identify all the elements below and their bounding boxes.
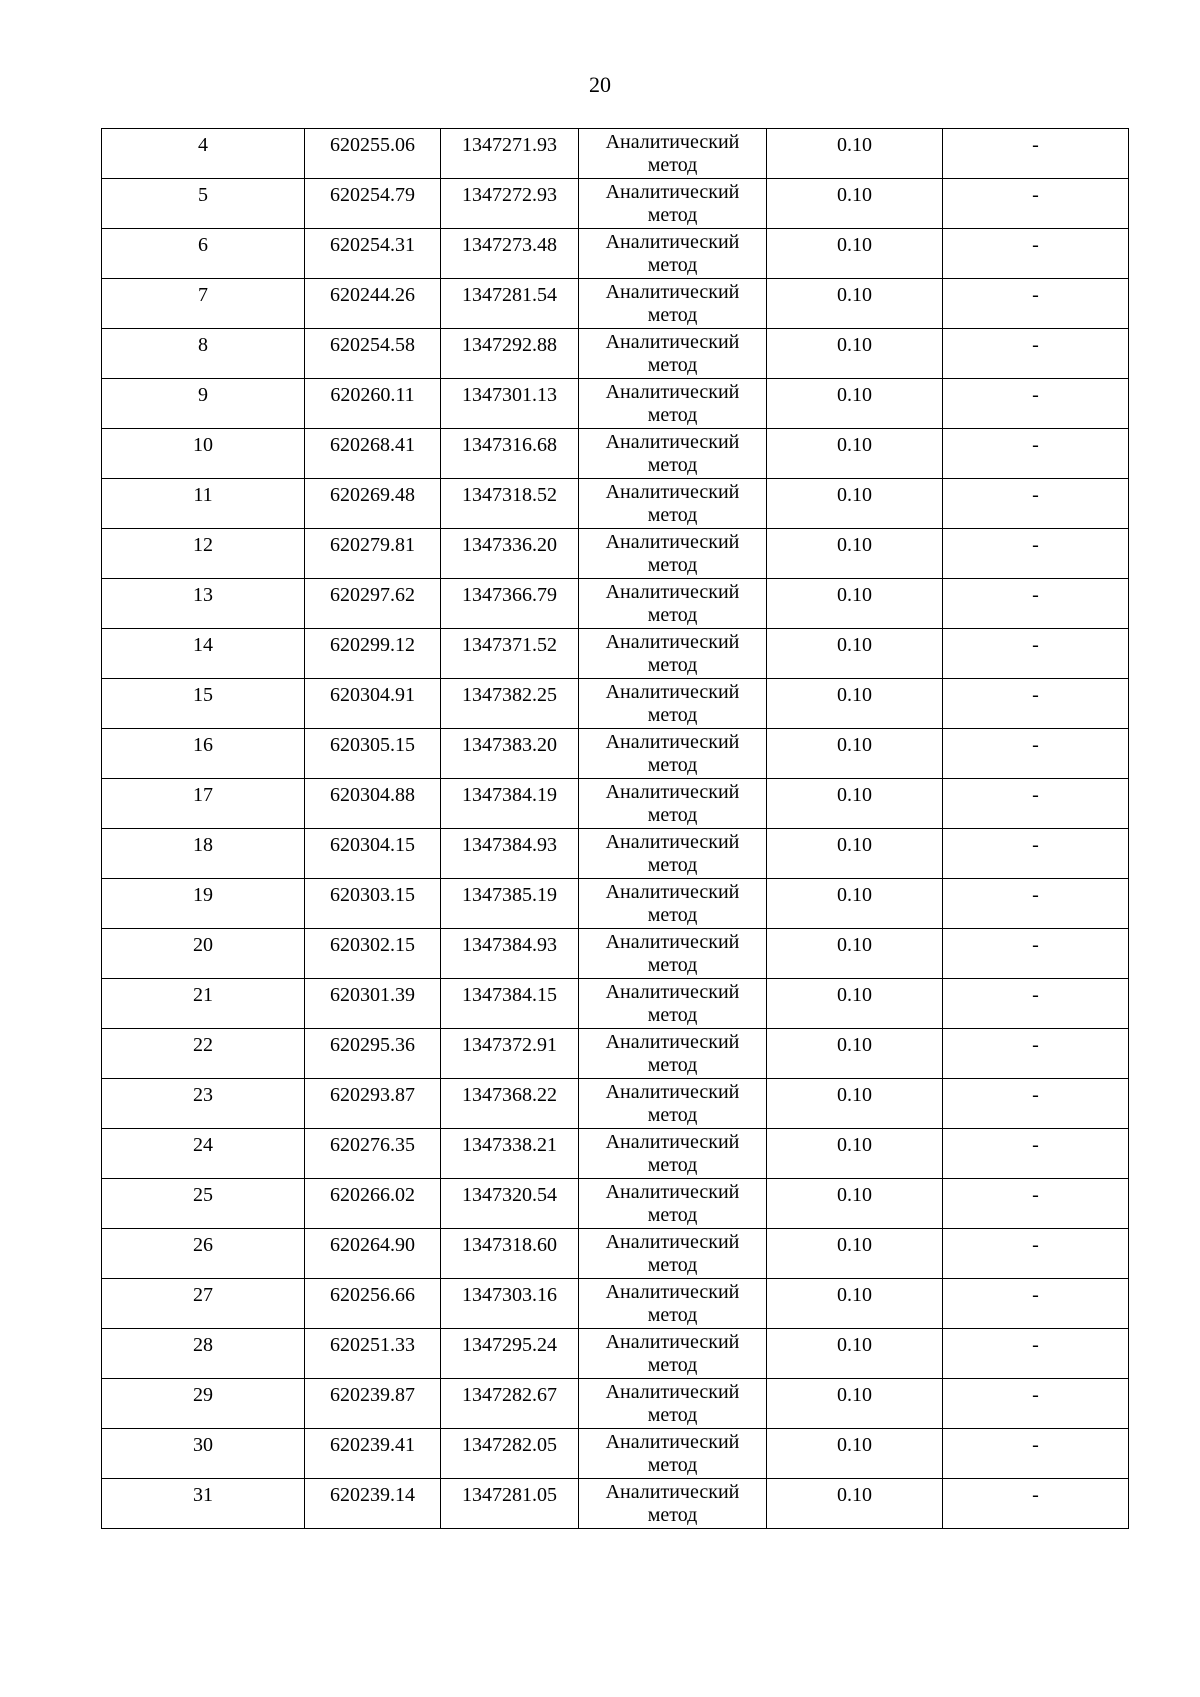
table-row (102, 1479, 1129, 1529)
point-number-cell: 30 (102, 1429, 305, 1479)
note-cell: - (943, 1179, 1129, 1229)
point-number-cell: 21 (102, 979, 305, 1029)
note-cell: - (943, 429, 1129, 479)
table-row (102, 529, 1129, 579)
method-cell (579, 529, 767, 579)
accuracy-cell: 0.10 (767, 979, 943, 1029)
table-row (102, 629, 1129, 679)
coordinate-x-cell: 620304.91 (305, 679, 441, 729)
accuracy-cell: 0.10 (767, 1329, 943, 1379)
note-cell: - (943, 1279, 1129, 1329)
note-cell: - (943, 729, 1129, 779)
method-text-line: Аналитический (605, 281, 740, 303)
coordinate-y-cell: 1347303.16 (441, 1279, 579, 1329)
table-row (102, 1229, 1129, 1279)
note-cell: - (943, 1229, 1129, 1279)
point-number-cell: 5 (102, 179, 305, 229)
accuracy-cell: 0.10 (767, 479, 943, 529)
method-cell (579, 279, 767, 329)
method-cell (579, 1029, 767, 1079)
coordinate-y-cell: 1347384.93 (441, 929, 579, 979)
accuracy-cell: 0.10 (767, 279, 943, 329)
method-text-line: метод (647, 954, 698, 976)
coordinate-y-cell: 1347320.54 (441, 1179, 579, 1229)
method-cell (579, 229, 767, 279)
accuracy-cell: 0.10 (767, 729, 943, 779)
coordinate-y-cell: 1347316.68 (441, 429, 579, 479)
point-number-cell: 17 (102, 779, 305, 829)
note-cell: - (943, 1029, 1129, 1079)
point-number-cell: 12 (102, 529, 305, 579)
method-text-line: метод (647, 454, 698, 476)
point-number-cell: 11 (102, 479, 305, 529)
coordinate-y-cell: 1347292.88 (441, 329, 579, 379)
accuracy-cell: 0.10 (767, 829, 943, 879)
method-cell (579, 379, 767, 429)
accuracy-cell: 0.10 (767, 1029, 943, 1079)
method-text-line: Аналитический (605, 1181, 740, 1203)
method-text-line: метод (647, 1504, 698, 1526)
accuracy-cell: 0.10 (767, 529, 943, 579)
accuracy-cell: 0.10 (767, 929, 943, 979)
coordinate-y-cell: 1347371.52 (441, 629, 579, 679)
method-cell (579, 1079, 767, 1129)
coordinate-x-cell: 620239.14 (305, 1479, 441, 1529)
coordinate-y-cell: 1347384.93 (441, 829, 579, 879)
point-number-cell: 20 (102, 929, 305, 979)
note-cell: - (943, 1379, 1129, 1429)
coordinate-y-cell: 1347318.52 (441, 479, 579, 529)
note-cell: - (943, 329, 1129, 379)
point-number-cell: 19 (102, 879, 305, 929)
table-row (102, 1429, 1129, 1479)
method-text-line: метод (647, 604, 698, 626)
method-text-line: Аналитический (605, 1231, 740, 1253)
point-number-cell: 9 (102, 379, 305, 429)
method-cell (579, 629, 767, 679)
accuracy-cell: 0.10 (767, 1479, 943, 1529)
point-number-cell: 13 (102, 579, 305, 629)
method-text-line: Аналитический (605, 431, 740, 453)
table-row (102, 1179, 1129, 1229)
method-cell (579, 1329, 767, 1379)
note-cell: - (943, 979, 1129, 1029)
coordinate-y-cell: 1347282.05 (441, 1429, 579, 1479)
method-cell (579, 1179, 767, 1229)
method-text-line: Аналитический (605, 331, 740, 353)
coordinate-y-cell: 1347295.24 (441, 1329, 579, 1379)
method-cell (579, 679, 767, 729)
coordinate-x-cell: 620255.06 (305, 129, 441, 179)
method-cell (579, 329, 767, 379)
accuracy-cell: 0.10 (767, 229, 943, 279)
coordinate-x-cell: 620239.87 (305, 1379, 441, 1429)
point-number-cell: 18 (102, 829, 305, 879)
method-text-line: метод (647, 304, 698, 326)
method-text-line: метод (647, 1254, 698, 1276)
method-text-line: метод (647, 554, 698, 576)
note-cell: - (943, 679, 1129, 729)
coordinate-x-cell: 620301.39 (305, 979, 441, 1029)
method-text-line: метод (647, 404, 698, 426)
coordinate-y-cell: 1347384.15 (441, 979, 579, 1029)
method-text-line: Аналитический (605, 931, 740, 953)
accuracy-cell: 0.10 (767, 1279, 943, 1329)
note-cell: - (943, 579, 1129, 629)
method-text-line: Аналитический (605, 1431, 740, 1453)
coordinate-y-cell: 1347338.21 (441, 1129, 579, 1179)
note-cell: - (943, 179, 1129, 229)
coordinate-x-cell: 620305.15 (305, 729, 441, 779)
coordinate-x-cell: 620260.11 (305, 379, 441, 429)
coordinate-y-cell: 1347272.93 (441, 179, 579, 229)
method-cell (579, 979, 767, 1029)
method-cell (579, 179, 767, 229)
method-text-line: метод (647, 154, 698, 176)
point-number-cell: 10 (102, 429, 305, 479)
method-cell (579, 429, 767, 479)
method-text-line: метод (647, 1204, 698, 1226)
coordinate-y-cell: 1347282.67 (441, 1379, 579, 1429)
method-text-line: Аналитический (605, 531, 740, 553)
method-text-line: Аналитический (605, 381, 740, 403)
coordinate-y-cell: 1347385.19 (441, 879, 579, 929)
method-text-line: метод (647, 1004, 698, 1026)
method-cell (579, 479, 767, 529)
method-cell (579, 1129, 767, 1179)
coordinate-y-cell: 1347281.05 (441, 1479, 579, 1529)
coordinate-x-cell: 620266.02 (305, 1179, 441, 1229)
table-row (102, 1329, 1129, 1379)
method-text-line: Аналитический (605, 1281, 740, 1303)
method-text-line: метод (647, 354, 698, 376)
coordinate-x-cell: 620293.87 (305, 1079, 441, 1129)
method-cell (579, 1429, 767, 1479)
note-cell: - (943, 379, 1129, 429)
coordinate-y-cell: 1347366.79 (441, 579, 579, 629)
coordinate-y-cell: 1347318.60 (441, 1229, 579, 1279)
point-number-cell: 26 (102, 1229, 305, 1279)
method-text-line: метод (647, 1154, 698, 1176)
table-row (102, 379, 1129, 429)
coordinate-x-cell: 620276.35 (305, 1129, 441, 1179)
note-cell: - (943, 779, 1129, 829)
table-row (102, 479, 1129, 529)
table-row (102, 829, 1129, 879)
table-row (102, 929, 1129, 979)
table-row (102, 729, 1129, 779)
note-cell: - (943, 929, 1129, 979)
coordinate-y-cell: 1347281.54 (441, 279, 579, 329)
table-row (102, 429, 1129, 479)
accuracy-cell: 0.10 (767, 1179, 943, 1229)
table-row (102, 129, 1129, 179)
method-text-line: Аналитический (605, 781, 740, 803)
method-text-line: метод (647, 904, 698, 926)
method-text-line: Аналитический (605, 231, 740, 253)
point-number-cell: 7 (102, 279, 305, 329)
coordinates-table (101, 128, 1129, 1529)
method-cell (579, 579, 767, 629)
note-cell: - (943, 1079, 1129, 1129)
method-text-line: Аналитический (605, 681, 740, 703)
coordinate-y-cell: 1347271.93 (441, 129, 579, 179)
coordinate-y-cell: 1347368.22 (441, 1079, 579, 1129)
table-row (102, 979, 1129, 1029)
note-cell: - (943, 229, 1129, 279)
method-cell (579, 1479, 767, 1529)
method-text-line: Аналитический (605, 981, 740, 1003)
note-cell: - (943, 829, 1129, 879)
point-number-cell: 4 (102, 129, 305, 179)
accuracy-cell: 0.10 (767, 1079, 943, 1129)
method-text-line: метод (647, 1404, 698, 1426)
method-text-line: Аналитический (605, 1031, 740, 1053)
method-text-line: метод (647, 204, 698, 226)
note-cell: - (943, 879, 1129, 929)
method-text-line: Аналитический (605, 1131, 740, 1153)
coordinate-x-cell: 620304.15 (305, 829, 441, 879)
method-text-line: метод (647, 754, 698, 776)
coordinate-x-cell: 620254.79 (305, 179, 441, 229)
method-text-line: метод (647, 1054, 698, 1076)
coordinate-x-cell: 620251.33 (305, 1329, 441, 1379)
coordinate-y-cell: 1347383.20 (441, 729, 579, 779)
coordinate-y-cell: 1347372.91 (441, 1029, 579, 1079)
method-text-line: метод (647, 704, 698, 726)
coordinate-y-cell: 1347273.48 (441, 229, 579, 279)
coordinate-x-cell: 620297.62 (305, 579, 441, 629)
method-text-line: Аналитический (605, 1481, 740, 1503)
coordinate-x-cell: 620239.41 (305, 1429, 441, 1479)
point-number-cell: 25 (102, 1179, 305, 1229)
point-number-cell: 16 (102, 729, 305, 779)
note-cell: - (943, 1479, 1129, 1529)
note-cell: - (943, 279, 1129, 329)
table-row (102, 1129, 1129, 1179)
note-cell: - (943, 1429, 1129, 1479)
method-text-line: Аналитический (605, 731, 740, 753)
method-cell (579, 1279, 767, 1329)
method-text-line: Аналитический (605, 131, 740, 153)
method-text-line: метод (647, 1354, 698, 1376)
accuracy-cell: 0.10 (767, 579, 943, 629)
table-row (102, 1379, 1129, 1429)
coordinate-y-cell: 1347384.19 (441, 779, 579, 829)
point-number-cell: 31 (102, 1479, 305, 1529)
method-cell (579, 829, 767, 879)
method-text-line: Аналитический (605, 831, 740, 853)
method-text-line: метод (647, 1454, 698, 1476)
point-number-cell: 22 (102, 1029, 305, 1079)
method-cell (579, 729, 767, 779)
method-cell (579, 879, 767, 929)
coordinate-x-cell: 620302.15 (305, 929, 441, 979)
table-row (102, 779, 1129, 829)
table-row (102, 679, 1129, 729)
note-cell: - (943, 1329, 1129, 1379)
method-cell (579, 1379, 767, 1429)
point-number-cell: 24 (102, 1129, 305, 1179)
method-text-line: Аналитический (605, 1381, 740, 1403)
point-number-cell: 14 (102, 629, 305, 679)
coordinate-x-cell: 620264.90 (305, 1229, 441, 1279)
method-text-line: метод (647, 654, 698, 676)
coordinate-x-cell: 620279.81 (305, 529, 441, 579)
accuracy-cell: 0.10 (767, 629, 943, 679)
table-row (102, 1079, 1129, 1129)
method-text-line: Аналитический (605, 881, 740, 903)
method-cell (579, 129, 767, 179)
accuracy-cell: 0.10 (767, 679, 943, 729)
coordinate-y-cell: 1347301.13 (441, 379, 579, 429)
accuracy-cell: 0.10 (767, 879, 943, 929)
accuracy-cell: 0.10 (767, 179, 943, 229)
coordinate-x-cell: 620244.26 (305, 279, 441, 329)
accuracy-cell: 0.10 (767, 1379, 943, 1429)
method-text-line: Аналитический (605, 481, 740, 503)
method-text-line: Аналитический (605, 631, 740, 653)
table-row (102, 879, 1129, 929)
method-cell (579, 779, 767, 829)
method-text-line: метод (647, 1304, 698, 1326)
point-number-cell: 15 (102, 679, 305, 729)
method-text-line: Аналитический (605, 181, 740, 203)
method-cell (579, 929, 767, 979)
coordinate-x-cell: 620295.36 (305, 1029, 441, 1079)
point-number-cell: 8 (102, 329, 305, 379)
coordinate-x-cell: 620254.31 (305, 229, 441, 279)
table-row (102, 279, 1129, 329)
table-row (102, 1279, 1129, 1329)
coordinate-x-cell: 620254.58 (305, 329, 441, 379)
point-number-cell: 28 (102, 1329, 305, 1379)
coordinate-x-cell: 620299.12 (305, 629, 441, 679)
accuracy-cell: 0.10 (767, 1129, 943, 1179)
coordinate-x-cell: 620304.88 (305, 779, 441, 829)
note-cell: - (943, 529, 1129, 579)
note-cell: - (943, 479, 1129, 529)
coordinate-x-cell: 620269.48 (305, 479, 441, 529)
table-row (102, 579, 1129, 629)
table-row (102, 329, 1129, 379)
table-row (102, 179, 1129, 229)
accuracy-cell: 0.10 (767, 129, 943, 179)
method-text-line: Аналитический (605, 1081, 740, 1103)
page-number: 20 (589, 72, 611, 97)
method-text-line: метод (647, 804, 698, 826)
note-cell: - (943, 629, 1129, 679)
accuracy-cell: 0.10 (767, 779, 943, 829)
method-text-line: метод (647, 1104, 698, 1126)
note-cell: - (943, 1129, 1129, 1179)
table-row (102, 1029, 1129, 1079)
point-number-cell: 23 (102, 1079, 305, 1129)
method-cell (579, 1229, 767, 1279)
accuracy-cell: 0.10 (767, 429, 943, 479)
accuracy-cell: 0.10 (767, 379, 943, 429)
method-text-line: метод (647, 504, 698, 526)
method-text-line: метод (647, 854, 698, 876)
method-text-line: Аналитический (605, 581, 740, 603)
accuracy-cell: 0.10 (767, 1429, 943, 1479)
point-number-cell: 29 (102, 1379, 305, 1429)
table-row (102, 229, 1129, 279)
coordinate-x-cell: 620268.41 (305, 429, 441, 479)
accuracy-cell: 0.10 (767, 1229, 943, 1279)
note-cell: - (943, 129, 1129, 179)
point-number-cell: 6 (102, 229, 305, 279)
method-text-line: метод (647, 254, 698, 276)
coordinate-y-cell: 1347336.20 (441, 529, 579, 579)
method-text-line: Аналитический (605, 1331, 740, 1353)
coordinates-table-body (102, 129, 1129, 1529)
accuracy-cell: 0.10 (767, 329, 943, 379)
point-number-cell: 27 (102, 1279, 305, 1329)
coordinate-x-cell: 620303.15 (305, 879, 441, 929)
coordinate-x-cell: 620256.66 (305, 1279, 441, 1329)
coordinate-y-cell: 1347382.25 (441, 679, 579, 729)
